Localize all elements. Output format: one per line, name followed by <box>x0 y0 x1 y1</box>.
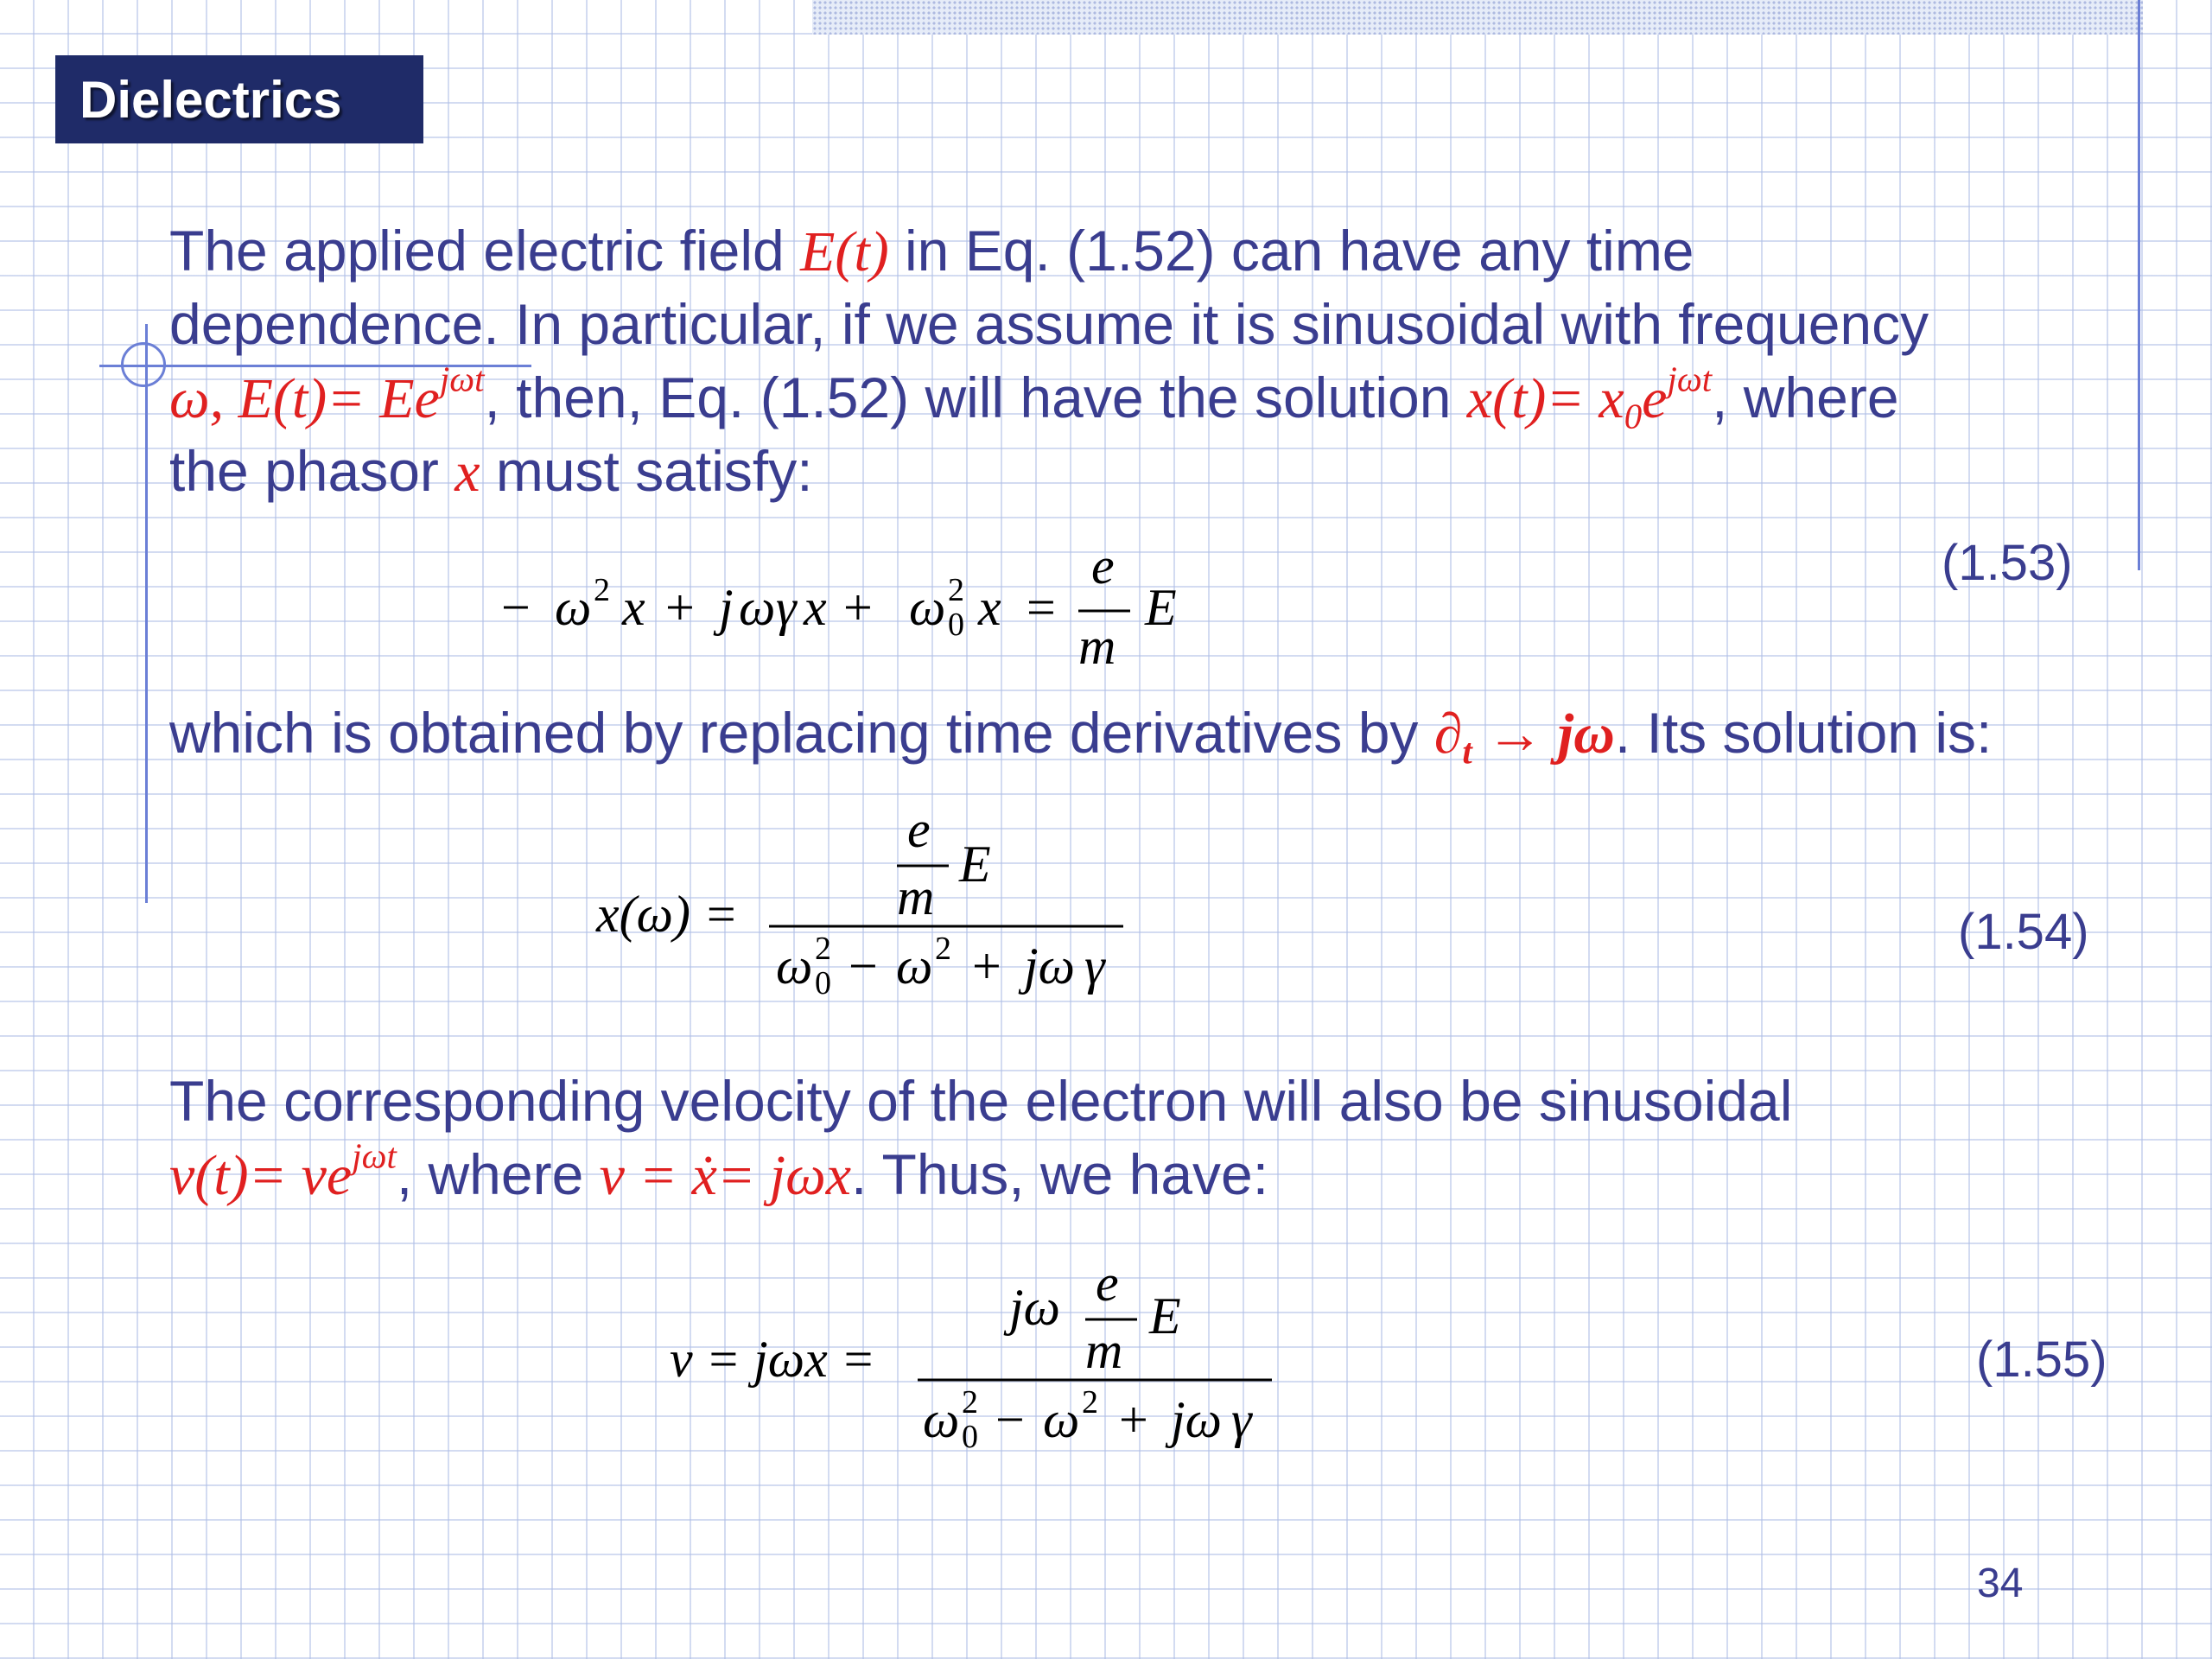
eq-symbol: + <box>843 579 873 636</box>
eq-numerator: jω <box>1009 1279 1061 1336</box>
paragraph1-line1 <box>169 214 1694 289</box>
eq-symbol: + <box>665 579 695 636</box>
text-segment: ω, E(t)= Ee <box>169 367 440 430</box>
text-segment: . Its solution is: <box>1614 701 1993 765</box>
eq-symbol: ω <box>739 579 776 636</box>
eq-numerator: e <box>907 801 931 858</box>
eq-symbol: x <box>978 579 1001 636</box>
eq-superscript: 2 <box>962 1384 978 1421</box>
exponent: jωt <box>352 1136 397 1176</box>
derivative-replacement <box>1433 702 1615 772</box>
velocity-expression <box>169 1136 397 1207</box>
text-segment: , where <box>1712 365 1899 429</box>
eq-denominator: ω <box>776 938 813 995</box>
eq-denominator: ω <box>1043 1391 1080 1448</box>
equation-1-55 <box>665 1257 1287 1456</box>
eq-symbol: = <box>1027 579 1056 636</box>
text-segment: e <box>1642 367 1668 430</box>
text-segment: The applied electric field <box>169 219 801 283</box>
equation-number-1-53: (1.53) <box>1942 535 2073 591</box>
left-decorative-line <box>145 324 148 903</box>
eq-symbol: γ <box>776 579 797 636</box>
paragraph3-line1: The corresponding velocity of the electron will also be sinusoidal <box>169 1069 1793 1133</box>
equation-number-1-55: (1.55) <box>1976 1332 2107 1388</box>
eq-symbol: ω <box>909 579 946 636</box>
eq-lhs: v = jωx = <box>670 1331 876 1388</box>
text-segment: , then, Eq. (1.52) will have the solution <box>484 365 1467 429</box>
text-segment: , where <box>396 1142 600 1206</box>
text-segment: which is obtained by replacing time derivatives by <box>169 701 1434 765</box>
eq-symbol: E <box>1145 579 1177 636</box>
eq-denominator: + <box>972 938 1001 995</box>
eq-superscript: 2 <box>948 572 964 608</box>
eq-symbol: − <box>501 579 531 636</box>
slide-title: Dielectrics <box>79 70 342 129</box>
eq-numerator: E <box>959 836 991 893</box>
exponent: jωt <box>439 359 485 399</box>
eq-symbol: x <box>622 579 645 636</box>
text-segment: the phasor <box>169 439 455 503</box>
solution-expression <box>1466 359 1713 436</box>
equation-number-1-54: (1.54) <box>1958 904 2089 960</box>
eq-denominator: γ <box>1084 938 1105 995</box>
eq-lhs: x(ω) = <box>596 886 739 943</box>
subscript: 0 <box>1624 397 1643 436</box>
eq-numerator: m <box>1085 1322 1123 1379</box>
text-segment: must satisfy: <box>480 439 813 503</box>
eq-symbol: x <box>804 579 827 636</box>
page-number: 34 <box>1977 1560 2024 1606</box>
eq-denominator: − <box>849 938 878 995</box>
equation-1-53 <box>501 536 1227 683</box>
text-segment: . Thus, we have: <box>851 1142 1269 1206</box>
equation-1-54 <box>588 801 1141 1002</box>
paragraph1-line2: dependence. In particular, if we assume it is sinusoidal with frequency <box>169 292 1929 356</box>
eq-subscript: 0 <box>948 607 964 643</box>
eq-subscript: 0 <box>815 965 831 1001</box>
paragraph2 <box>169 696 1992 771</box>
eq-superscript: 2 <box>594 572 610 608</box>
paragraph1-line4 <box>169 435 813 509</box>
eq-numerator: e <box>1096 1255 1119 1312</box>
eq-denominator: ω <box>896 938 933 995</box>
field-symbol: E(t) <box>800 220 889 283</box>
text-segment: v(t)= ve <box>169 1144 353 1207</box>
right-decorative-line <box>2138 0 2140 570</box>
top-decorative-band <box>812 0 2143 35</box>
eq-superscript: 2 <box>1082 1384 1098 1421</box>
exponent: jωt <box>1667 359 1713 399</box>
eq-denominator: jω <box>1171 1391 1223 1448</box>
eq-symbol: j <box>719 579 734 636</box>
eq-subscript: 0 <box>962 1419 978 1455</box>
eq-denominator: − <box>995 1391 1025 1448</box>
phasor-symbol: x <box>454 441 480 504</box>
eq-denominator: + <box>1119 1391 1148 1448</box>
eq-numerator: E <box>1149 1287 1181 1344</box>
text-segment: x(t)= x <box>1466 367 1624 430</box>
text-segment: ∂ <box>1433 702 1463 766</box>
field-expression <box>169 359 485 430</box>
eq-denominator: m <box>1078 618 1116 675</box>
eq-denominator: ω <box>923 1391 960 1448</box>
eq-superscript: 2 <box>815 931 831 967</box>
velocity-relation: v = ẋ= jωx <box>599 1144 852 1207</box>
text-segment: → jω <box>1471 702 1615 766</box>
paragraph3-line2 <box>169 1138 1268 1212</box>
eq-numerator: e <box>1091 537 1115 594</box>
eq-denominator: jω <box>1024 938 1076 995</box>
paragraph1-line3 <box>169 361 1899 435</box>
eq-symbol: ω <box>555 579 592 636</box>
eq-numerator: m <box>897 868 935 925</box>
eq-superscript: 2 <box>935 931 951 967</box>
crosshair-circle-icon <box>121 342 166 387</box>
text-segment: in Eq. (1.52) can have any time <box>888 219 1694 283</box>
subscript: t <box>1462 732 1472 772</box>
eq-denominator: γ <box>1231 1391 1252 1448</box>
slide-title-box <box>55 55 423 143</box>
